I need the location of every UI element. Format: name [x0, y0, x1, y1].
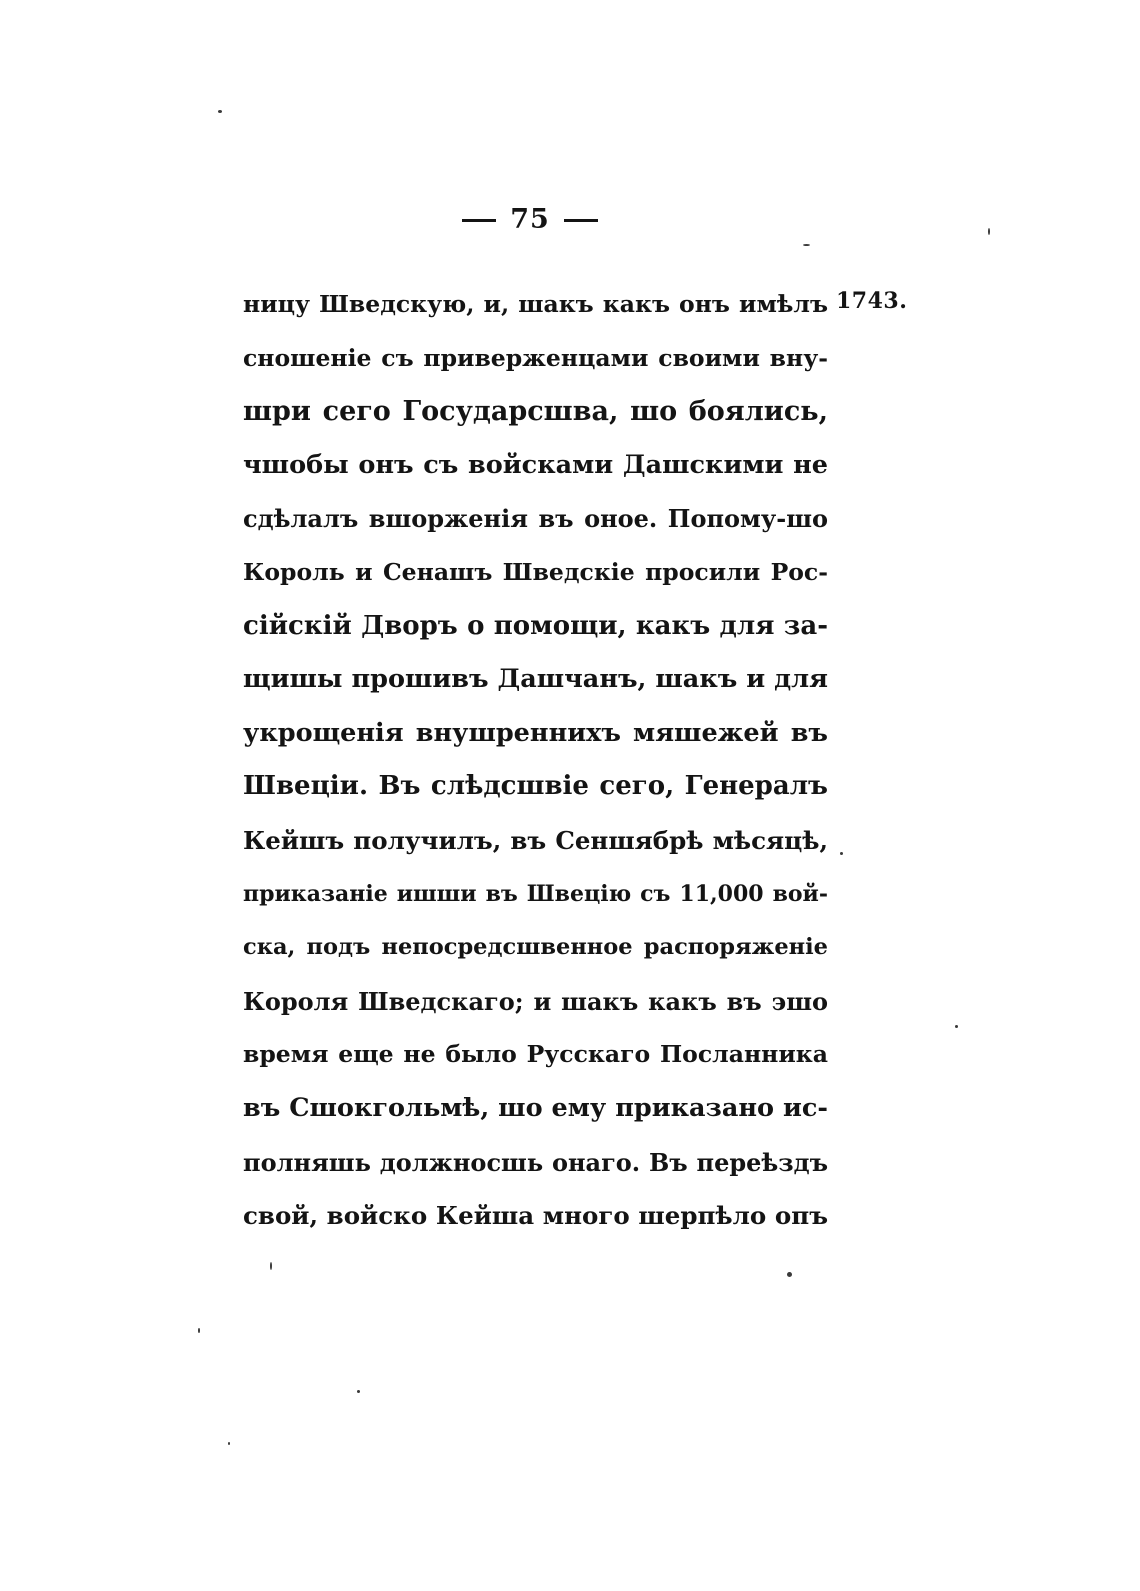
scan-speck	[787, 1272, 792, 1277]
scan-speck	[218, 110, 222, 113]
text-line: Короля Шведскаго; и шакъ какъ въ эшо	[243, 986, 828, 1016]
body-text	[243, 278, 828, 1243]
text-line: Кейшъ получилъ, въ Сеншябрѣ мѣсяцѣ,	[243, 825, 828, 855]
text-line: чшобы онъ съ войсками Дашскими не	[243, 449, 828, 480]
text-line: сдѣлалъ вшорженія въ оное. Попому-шо	[243, 504, 828, 534]
text-line: укрощенія внушреннихъ мяшежей въ	[243, 717, 828, 748]
text-line: ска, подъ непосредсшвенное распоряженіе	[243, 934, 828, 961]
scan-speck	[840, 852, 843, 855]
text-line: Король и Сенашъ Шведскіе просили Рос-	[243, 557, 828, 586]
scan-speck	[955, 1025, 958, 1028]
text-line: сійскій Дворъ о помощи, какъ для за-	[243, 610, 828, 641]
text-line: Швеціи. Въ слѣдсшвіе сего, Генералъ	[243, 771, 828, 802]
text-line: шри сего Государсшва, шо боялись,	[243, 396, 828, 428]
text-line: щишы прошивъ Дашчанъ, шакъ и для	[243, 664, 828, 695]
text-line: время еще не было Русскаго Посланника	[243, 1040, 828, 1069]
scan-speck	[198, 1328, 200, 1333]
text-line: сношеніе съ приверженцами своими вну-	[243, 343, 828, 372]
left-dash	[462, 219, 496, 222]
scan-speck	[988, 228, 990, 235]
text-line: свой, войско Кейша много шерпѣло опъ	[243, 1201, 828, 1231]
page-number-header	[0, 204, 1060, 235]
text-line: приказаніе ишши въ Швецію съ 11,000 вой-	[243, 880, 828, 907]
margin-year-note: 1743.	[836, 288, 908, 314]
scan-speck	[357, 1390, 360, 1393]
text-line: полняшь должносшь онаго. Въ переѣздъ	[243, 1147, 828, 1177]
text-line: ницу Шведскую, и, шакъ какъ онъ имѣлъ	[243, 290, 828, 318]
right-dash	[564, 219, 598, 222]
page-number: 75	[510, 204, 550, 235]
text-line: въ Сшокгольмѣ, шо ему приказано ис-	[243, 1092, 828, 1123]
scan-speck	[270, 1262, 272, 1270]
scan-speck	[228, 1442, 230, 1445]
scan-speck	[803, 244, 810, 246]
